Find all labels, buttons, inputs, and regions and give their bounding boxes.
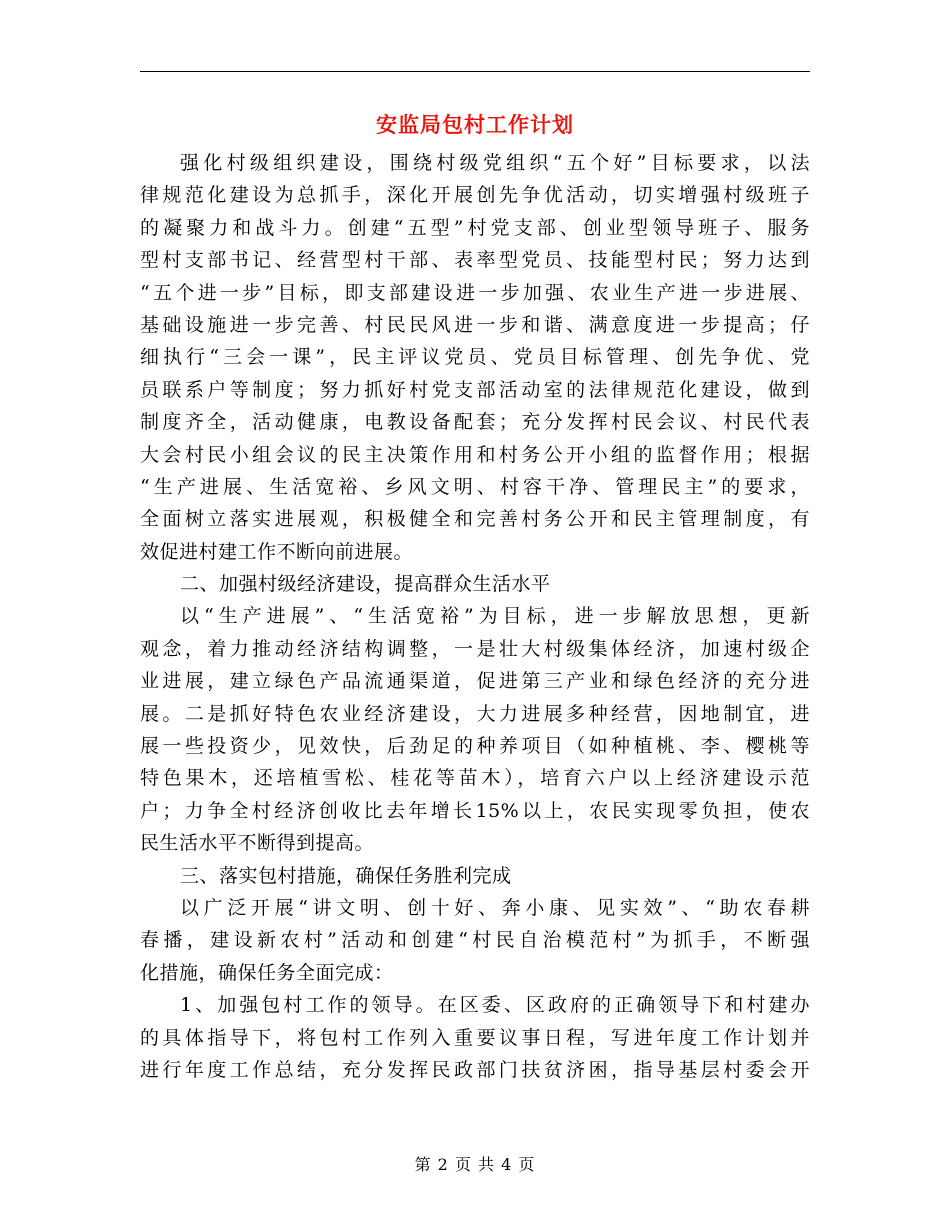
text-line: 以“生产进展”、“生活宽裕”为目标，进一步解放思想，更新 [180,605,810,628]
text-line: 民生活水平不断得到提高。 [140,832,375,855]
text-line: 员联系户等制度；努力抓好村党支部活动室的法律规范化建设，做到 [140,378,810,401]
text-line: 制度齐全，活动健康，电教设备配套；充分发挥村民会议、村民代表 [140,411,810,434]
text-line: “五个进一步”目标，即支部建设进一步加强、农业生产进一步进展、 [140,281,810,304]
text-line: 化措施，确保任务全面完成： [140,961,394,984]
document-body [140,147,810,1086]
text-line: 以广泛开展“讲文明、创十好、奔小康、见实效”、“助农春耕 [180,896,810,919]
section-heading: 二、加强村级经济建设，提高群众生活水平 [180,573,551,596]
text-line: 基础设施进一步完善、村民民风进一步和谐、满意度进一步提高；仔 [140,313,810,336]
section-heading: 三、落实包村措施，确保任务胜利完成 [180,864,512,887]
text-line: 强化村级组织建设，围绕村级党组织“五个好”目标要求，以法 [180,152,810,174]
page-number-footer: 第 2 页 共 4 页 [414,1155,536,1174]
text-line: 1、加强包村工作的领导。在区委、区政府的正确领导下和村建办 [180,994,810,1017]
text-line: 展一些投资少，见效快，后劲足的种养项目（如种植桃、李、樱桃等 [140,735,810,758]
text-line: 户；力争全村经济创收比去年增长15%以上，农民实现零负担，使农 [140,799,810,822]
text-line: 型村支部书记、经营型村干部、表率型党员、技能型村民；努力达到 [140,249,810,272]
text-line: 效促进村建工作不断向前进展。 [140,540,414,563]
text-line: 展。二是抓好特色农业经济建设，大力进展多种经营，因地制宜，进 [140,702,810,725]
text-line: 律规范化建设为总抓手，深化开展创先争优活动，切实增强村级班子 [140,184,810,207]
text-line: 春播，建设新农村”活动和创建“村民自治模范村”为抓手，不断强 [140,929,810,952]
text-line: “生产进展、生活宽裕、乡风文明、村容干净、管理民主”的要求， [140,475,810,498]
text-line: 的具体指导下，将包村工作列入重要议事日程，写进年度工作计划并 [140,1026,810,1049]
text-line: 特色果木，还培植雪松、桂花等苗木），培育六户以上经济建设示范 [140,767,810,790]
text-line: 进行年度工作总结，充分发挥民政部门扶贫济困，指导基层村委会开 [140,1058,810,1081]
text-line: 大会村民小组会议的民主决策作用和村务公开小组的监督作用；根据 [140,443,810,466]
text-line: 业进展，建立绿色产品流通渠道，促进第三产业和绿色经济的充分进 [140,670,810,693]
document-title: 安监局包村工作计划 [376,112,574,137]
text-line: 细执行“三会一课”，民主评议党员、党员目标管理、创先争优、党 [140,346,810,369]
header-rule [140,71,810,72]
text-line: 的凝聚力和战斗力。创建“五型”村党支部、创业型领导班子、服务 [140,216,810,239]
text-line: 全面树立落实进展观，积极健全和完善村务公开和民主管理制度，有 [140,508,810,531]
text-line: 观念，着力推动经济结构调整，一是壮大村级集体经济，加速村级企 [140,637,810,660]
